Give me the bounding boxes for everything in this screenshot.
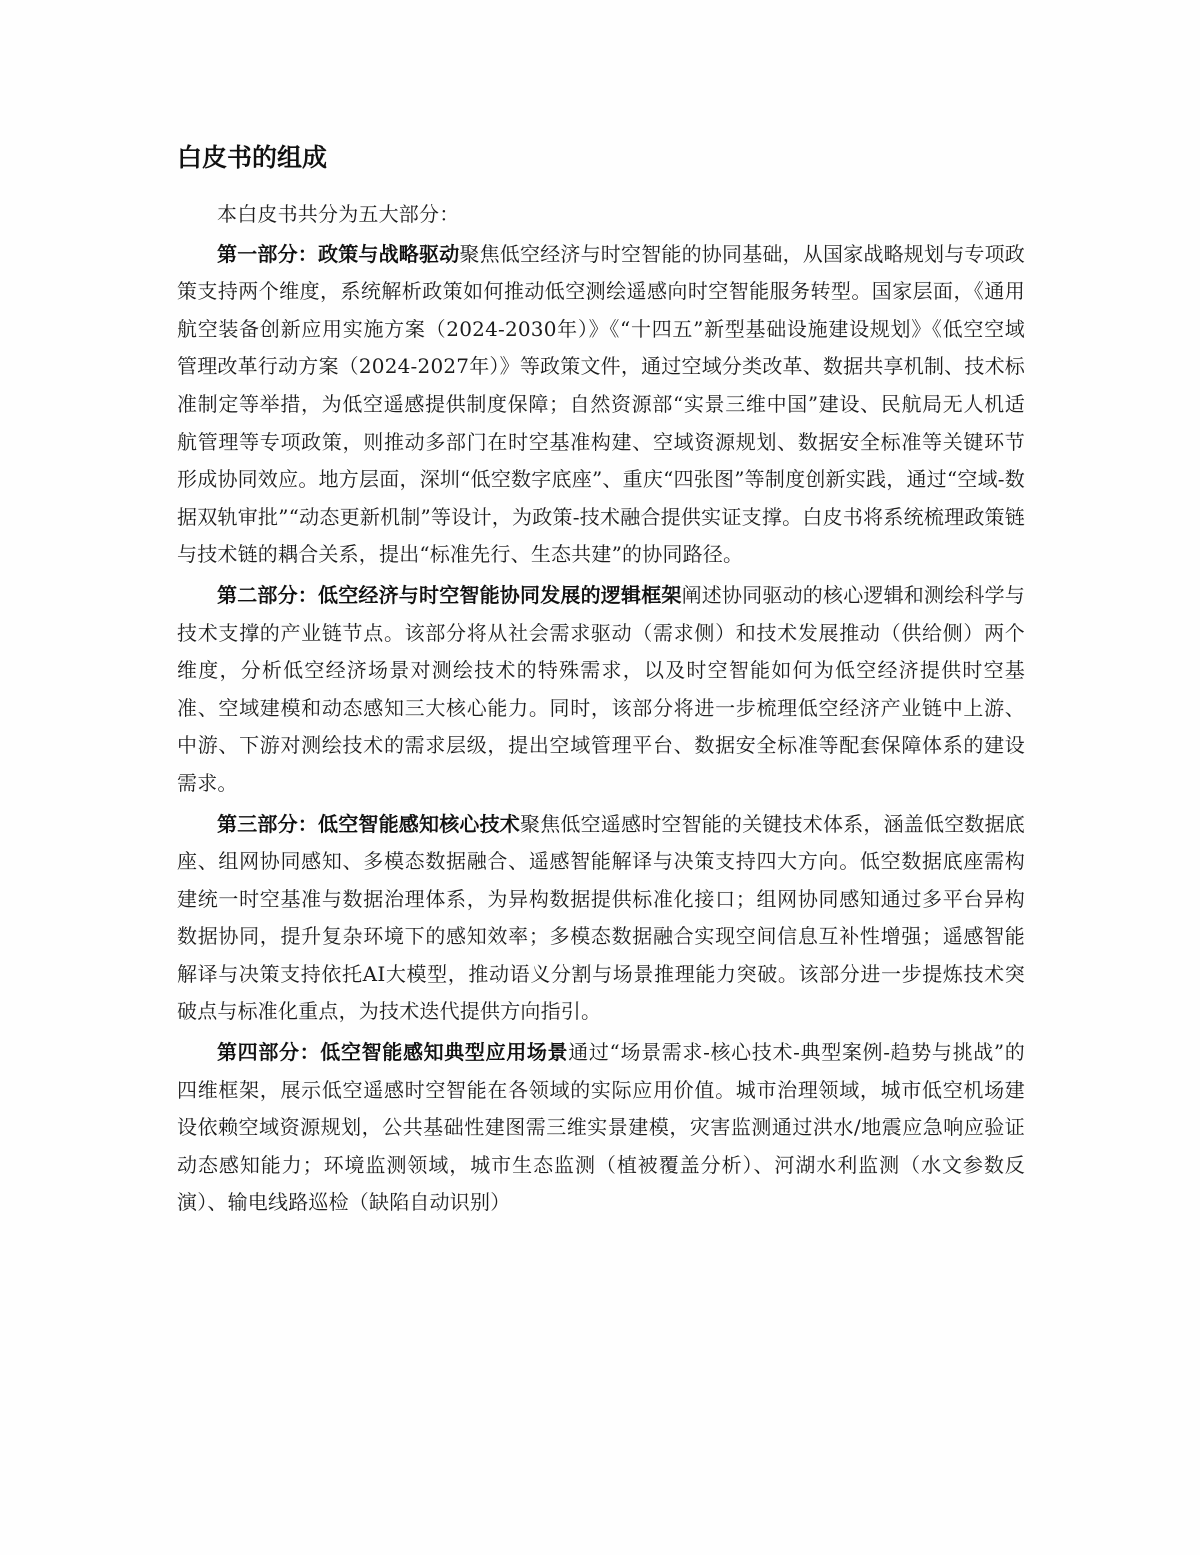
section-3-heading: 第三部分：低空智能感知核心技术 <box>217 811 520 836</box>
document-content <box>177 140 1025 1225</box>
page-title: 白皮书的组成 <box>177 143 328 172</box>
section-1-paragraph <box>177 236 1025 574</box>
section-1-heading: 第一部分：政策与战略驱动 <box>217 241 460 266</box>
section-3-body: 聚焦低空遥感时空智能的关键技术体系，涵盖低空数据底座、组网协同感知、多模态数据融合、遥感智能解译与决策支持四大方向。低空数据底座需构建统一时空基准与数据治理体系，为异构数据提供标准化接口；组网协同感知通过多平台异构数据协同，提升复杂环境下的感知效率；多模态数据融合实现空间信息互补性增强；遥感智能解译与决策支持依托AI大模型，推动语义分割与场景推理能力突破。该部分进一步提炼技术突破点与标准化重点，为技术迭代提供方向指引。 <box>177 811 1025 1024</box>
section-4-heading: 第四部分：低空智能感知典型应用场景 <box>217 1040 569 1065</box>
intro-paragraph: 本白皮书共分为五大部分： <box>217 202 460 226</box>
section-2-paragraph <box>177 577 1025 803</box>
section-1-body: 聚焦低空经济与时空智能的协同基础，从国家战略规划与专项政策支持两个维度，系统解析政策如何推动低空测绘遥感向时空智能服务转型。国家层面，《通用航空装备创新应用实施方案（2024-2030年）》《“十四五”新型基础设施建设规划》《低空空域管理改革行动方案（2024-2027年）》等政策文件，通过空域分类改革、数据共享机制、技术标准制定等举措，为低空遥感提供制度保障；自然资源部“实景三维中国”建设、民航局无人机适航管理等专项政策，则推动多部门在时空基准构建、空域资源规划、数据安全标准等关键环节形成协同效应。地方层面，深圳“低空数字底座”、重庆“四张图”等制度创新实践，通过“空域-数据双轨审批”“动态更新机制”等设计，为政策-技术融合提供实证支撑。白皮书将系统梳理政策链与技术链的耦合关系，提出“标准先行、生态共建”的协同路径。 <box>177 241 1026 567</box>
section-3-paragraph <box>177 806 1025 1032</box>
section-4-body: 通过“场景需求-核心技术-典型案例-趋势与挑战”的四维框架，展示低空遥感时空智能在各领域的实际应用价值。城市治理领域，城市低空机场建设依赖空域资源规划，公共基础性建图需三维实景建模，灾害监测通过洪水/地震应急响应验证动态感知能力；环境监测领域，城市生态监测（植被覆盖分析）、河湖水利监测（水文参数反演）、输电线路巡检（缺陷自动识别） <box>177 1040 1025 1215</box>
section-4-paragraph <box>177 1034 1025 1222</box>
section-2-body: 阐述协同驱动的核心逻辑和测绘科学与技术支撑的产业链节点。该部分将从社会需求驱动（需求侧）和技术发展推动（供给侧）两个维度，分析低空经济场景对测绘技术的特殊需求，以及时空智能如何为低空经济提供时空基准、空域建模和动态感知三大核心能力。同时，该部分将进一步梳理低空经济产业链中上游、中游、下游对测绘技术的需求层级，提出空域管理平台、数据安全标准等配套保障体系的建设需求。 <box>177 582 1026 795</box>
section-2-heading: 第二部分：低空经济与时空智能协同发展的逻辑框架 <box>217 582 682 607</box>
